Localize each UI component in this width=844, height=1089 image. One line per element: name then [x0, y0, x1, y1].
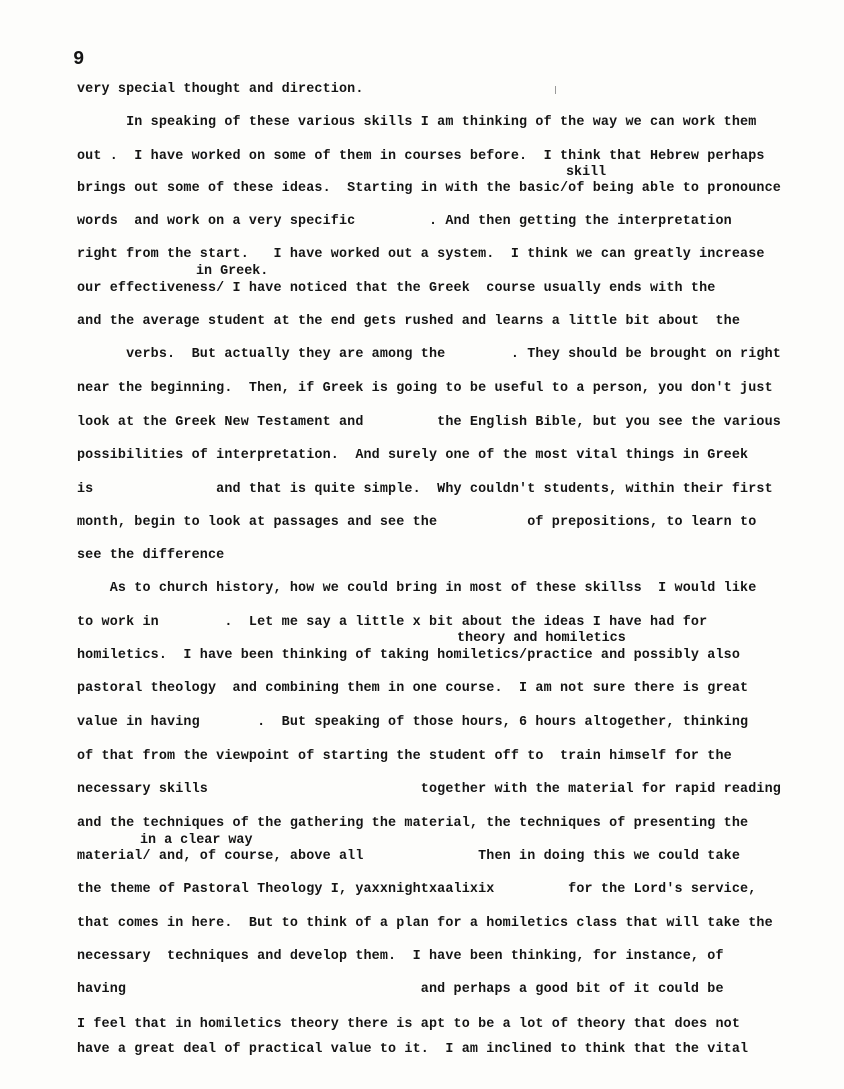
text-line: of that from the viewpoint of starting the student off to train himself for the [77, 749, 732, 764]
insertion-clear-way: in a clear way [140, 833, 253, 848]
text-line: necessary skills together with the material for rapid reading [77, 782, 781, 797]
insertion-theory-homiletics: theory and homiletics [457, 631, 626, 646]
margin-mark [555, 86, 556, 94]
text-line: brings out some of these ideas. Starting in with the basic/of being able to pronounce [77, 181, 781, 196]
insertion-skill: skill [566, 165, 607, 180]
text-line: see the difference [77, 548, 225, 563]
text-line: is and that is quite simple. Why couldn't students, within their first [77, 482, 773, 497]
text-line: very special thought and direction. [77, 82, 364, 97]
text-line: month, begin to look at passages and see the of prepositions, to learn to [77, 515, 757, 530]
text-line: verbs. But actually they are among the . They should be brought on right [77, 347, 781, 362]
text-line: material/ and, of course, above all Then in doing this we could take [77, 849, 741, 864]
text-line: the theme of Pastoral Theology I, yaxxnightxaalixix for the Lord's service, [77, 882, 757, 897]
insertion-in-greek: in Greek. [196, 264, 269, 279]
text-line: that comes in here. But to think of a plan for a homiletics class that will take the [77, 916, 773, 931]
text-line: having and perhaps a good bit of it could be [77, 982, 724, 997]
text-line: words and work on a very specific . And then getting the interpretation [77, 214, 732, 229]
text-line: value in having . But speaking of those hours, 6 hours altogether, thinking [77, 715, 749, 730]
text-line: possibilities of interpretation. And surely one of the most vital things in Greek [77, 448, 749, 463]
text-line: out . I have worked on some of them in courses before. I think that Hebrew perhaps [77, 149, 765, 164]
text-line: necessary techniques and develop them. I have been thinking, for instance, of [77, 949, 724, 964]
text-line: near the beginning. Then, if Greek is going to be useful to a person, you don't just [77, 381, 773, 396]
text-line: pastoral theology and combining them in one course. I am not sure there is great [77, 681, 749, 696]
text-line: look at the Greek New Testament and the English Bible, but you see the various [77, 415, 781, 430]
page-number: 9 [73, 48, 85, 70]
text-line: to work in . Let me say a little x bit about the ideas I have had for [77, 615, 708, 630]
text-line: In speaking of these various skills I am thinking of the way we can work them [77, 115, 757, 130]
text-line: have a great deal of practical value to it. I am inclined to think that the vital [77, 1042, 749, 1057]
text-line: and the average student at the end gets rushed and learns a little bit about the [77, 314, 741, 329]
text-line: I feel that in homiletics theory there is apt to be a lot of theory that does not [77, 1017, 741, 1032]
text-line: right from the start. I have worked out a system. I think we can greatly increase [77, 247, 765, 262]
text-line: our effectiveness/ I have noticed that the Greek course usually ends with the [77, 281, 716, 296]
text-line: and the techniques of the gathering the material, the techniques of presenting the [77, 816, 749, 831]
text-line: homiletics. I have been thinking of taking homiletics/practice and possibly also [77, 648, 741, 663]
text-line: As to church history, how we could bring in most of these skillss I would like [77, 581, 757, 596]
